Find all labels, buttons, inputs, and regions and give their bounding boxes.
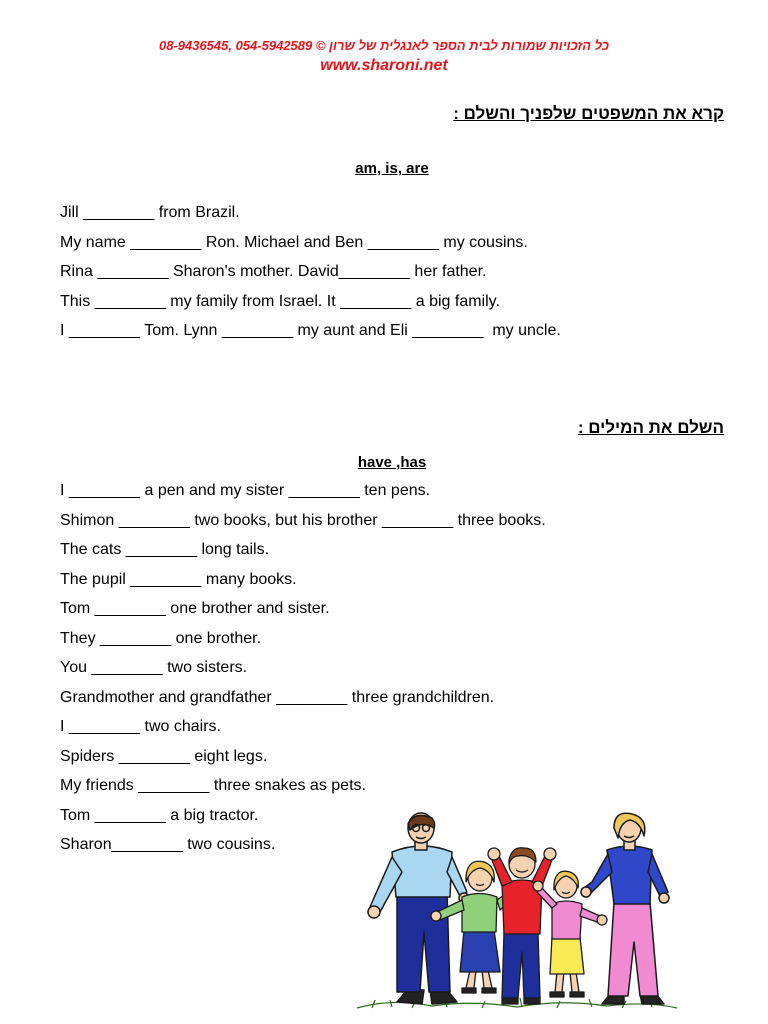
section2-instruction: השלם את המילים : [577,418,724,437]
exercise-line: Spiders ________ eight legs. [60,747,268,765]
exercise-line: My friends ________ three snakes as pets. [60,777,366,794]
exercise-line: They ________ one brother. [60,629,262,647]
exercise-line: This ________ my family from Israel. It ________ a big family. [60,292,500,310]
exercise-line: The cats ________ long tails. [60,541,270,558]
exercise-line: Shimon ________ two books, but his brother ________ three books. [60,511,546,529]
header-copyright: 08-9436545, 054-5942589 © כל הזכויות שמורות לבית הספר לאנגלית של שרון [158,38,610,53]
section1-title: am, is, are [355,160,429,177]
family-illustration-icon [352,812,682,1012]
exercise-line: I ________ two chairs. [60,718,221,735]
exercise-line: Rina ________ Sharon's mother. David________ her father. [60,263,487,280]
section2-exercise-list [60,476,546,860]
boy-figure-icon [488,848,556,1004]
exercise-line: Grandmother and grandfather ________ three grandchildren. [60,688,495,706]
header-url[interactable]: www.sharoni.net [320,57,448,74]
exercise-line: Tom ________ one brother and sister. [60,600,330,617]
small-girl-figure-icon [533,871,607,997]
section1-instruction: קרא את המשפטים שלפניך והשלם : [453,104,724,123]
exercise-line: Sharon________ two cousins. [60,836,276,853]
exercise-line: Tom ________ a big tractor. [60,806,259,824]
exercise-line: I ________ a pen and my sister ________ ten pens. [60,482,431,499]
exercise-line: I ________ Tom. Lynn ________ my aunt and Eli ________ my uncle. [60,322,561,339]
exercise-line: The pupil ________ many books. [60,570,297,588]
section1-exercise-list [60,198,561,346]
exercise-line: You ________ two sisters. [60,659,248,676]
exercise-line: My name ________ Ron. Michael and Ben ________ my cousins. [60,233,528,251]
mother-figure-icon [581,813,669,1004]
section2-title: have ,has [357,454,427,471]
exercise-line: Jill ________ from Brazil. [60,204,240,221]
